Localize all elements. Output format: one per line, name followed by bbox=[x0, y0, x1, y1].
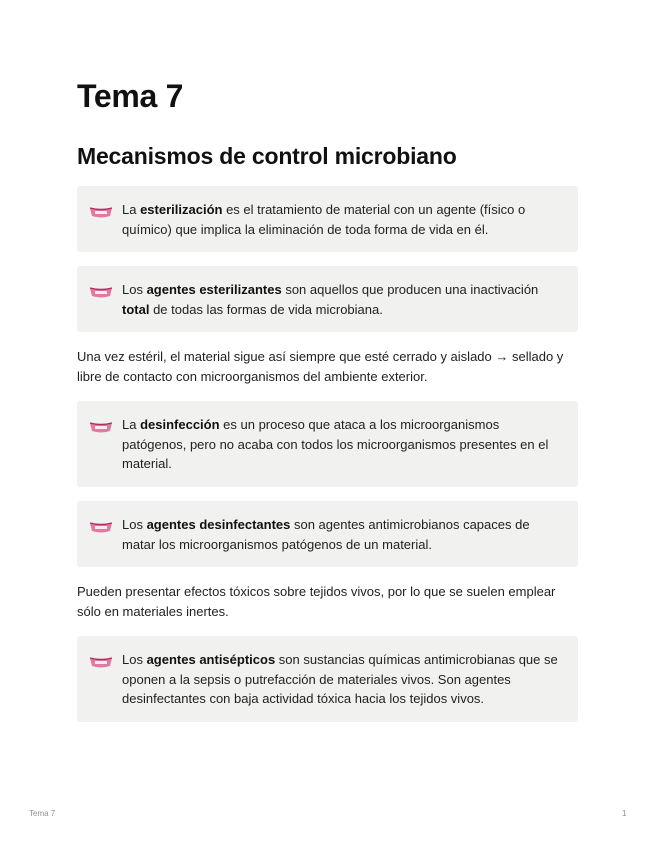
callout-text-fragment: es el tratamiento de material con un agente (físico o químico) que implica la eliminación de toda forma de vida en él. bbox=[122, 202, 526, 237]
callout-term: agentes antisépticos bbox=[146, 652, 276, 667]
callout-text-fragment: Los bbox=[122, 652, 147, 667]
callout-text-fragment: es un proceso que ataca a los microorganismos patógenos, pero no acaba con todos los microorganismos presentes en el material. bbox=[122, 417, 549, 471]
bowl-icon bbox=[89, 205, 113, 219]
bowl-icon bbox=[89, 285, 113, 299]
callout-term: agentes desinfectantes bbox=[146, 517, 291, 532]
callout-text bbox=[122, 280, 562, 319]
page-title: Tema 7 bbox=[77, 78, 184, 114]
callout-disinfecting-agents bbox=[77, 501, 578, 567]
callout-term: desinfección bbox=[140, 417, 220, 432]
footer-title: Tema 7 bbox=[29, 809, 56, 818]
callout-text-fragment: son sustancias químicas antimicrobianas que se oponen a la sepsis o putrefacción de materiales vivos. Son agentes desinfectantes con baja actividad tóxica hacia los tejidos vivos. bbox=[122, 652, 558, 706]
callout-disinfection bbox=[77, 401, 578, 487]
bowl-icon bbox=[89, 655, 113, 669]
callout-text-fragment: son agentes antimicrobianos capaces de matar los microorganismos patógenos de un material. bbox=[122, 517, 530, 552]
callout-text-fragment: La bbox=[122, 202, 141, 217]
callout-term: total bbox=[122, 301, 150, 317]
bowl-icon bbox=[89, 420, 113, 434]
callout-text bbox=[122, 200, 562, 239]
callout-text-fragment: La bbox=[122, 417, 141, 432]
callout-term: agentes esterilizantes bbox=[146, 282, 282, 297]
bowl-icon bbox=[89, 520, 113, 534]
paragraph-sterile-material: Una vez estéril, el material sigue así siempre que esté cerrado y aislado → sellado y libre de contacto con microorganismos del ambiente exterior. bbox=[77, 349, 564, 384]
callout-text-fragment: de todas las formas de vida microbiana. bbox=[149, 301, 383, 317]
section-heading: Mecanismos de control microbiano bbox=[77, 143, 457, 169]
callout-text bbox=[122, 415, 562, 474]
callout-sterilizing-agents bbox=[77, 266, 578, 332]
callout-text-fragment: son aquellos que producen una inactivación bbox=[281, 282, 539, 297]
callout-term: esterilización bbox=[140, 202, 223, 217]
callout-text-fragment: Los bbox=[122, 517, 147, 532]
callout-sterilization bbox=[77, 186, 578, 252]
callout-text bbox=[122, 515, 562, 554]
footer-page-number: 1 bbox=[622, 809, 627, 818]
paragraph-toxic-effects: Pueden presentar efectos tóxicos sobre tejidos vivos, por lo que se suelen emplear sólo en materiales inertes. bbox=[77, 584, 556, 619]
callout-text-fragment: Los bbox=[122, 282, 147, 297]
callout-antiseptic-agents bbox=[77, 636, 578, 722]
callout-text bbox=[122, 650, 562, 709]
